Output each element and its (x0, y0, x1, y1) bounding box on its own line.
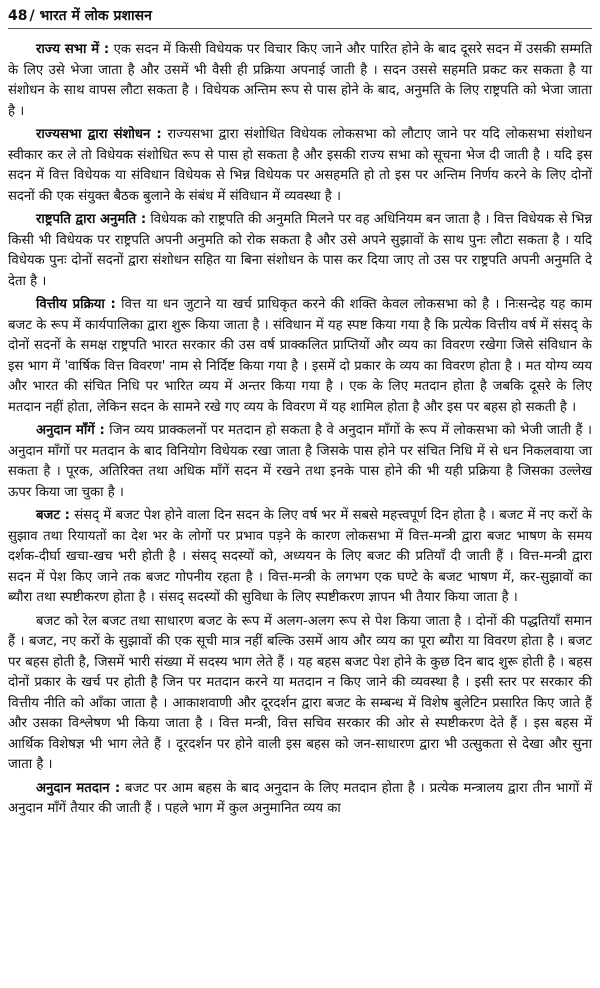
paragraph-text: संसद् में बजट पेश होने वाला दिन सदन के लिए वर्ष भर में सबसे महत्त्वपूर्ण दिन होता है । बजट में नए करों के सुझाव तथा रियायतों का देश भर के लोगों पर प्रभाव पड़ने के कारण लोकसभा में वित्त-मन्त्री द्वारा बजट भाषण के समय दर्शक-दीर्घा खचा-खच भरी होती है । संसद् सदस्यों को, अध्ययन के लिए बजट की प्रतियाँ दी जाती हैं । वित्त-मन्त्री द्वारा सदन में पेश किए जाने तक बजट गोपनीय रहता है । वित्त-मन्त्री के लगभग एक घण्टे के बजट भाषण में, कर-सुझावों का ब्यौरा तथा स्पष्टीकरण होता है । संसद् सदस्यों की सुविधा के लिए स्पष्टीकरण ज्ञापन भी तैयार किया जाता है । (8, 508, 592, 605)
paragraph-budget-continued (8, 612, 592, 776)
paragraph-financial-procedure (8, 295, 592, 418)
paragraph-text: विधेयक को राष्ट्रपति की अनुमति मिलने पर वह अधिनियम बन जाता है । वित्त विधेयक से भिन्न किसी भी विधेयक पर राष्ट्रपति अपनी अनुमति को रोक सकता है और उसे अपने सुझावों के साथ पुनः लौटा सकता है । यदि विधेयक पुनः दोनों सदनों द्वारा संशोधन सहित या बिना संशोधन के पास कर दिया जाए तो उस पर राष्ट्रपति अपनी अनुमति दे देता है । (8, 212, 592, 289)
paragraph-text: राज्यसभा द्वारा संशोधित विधेयक लोकसभा को लौटाए जाने पर यदि लोकसभा संशोधन स्वीकार कर ले तो विधेयक संशोधित रूप से पास हो सकता है और इसकी राज्य सभा को सूचना भेज दी जाती है । यदि इस सदन में वित्त विधेयक या संविधान विधेयक से भिन्न विधेयक पर असहमति हो तो इस पर अन्तिम निर्णय करने के लिए दोनों सदनों की एक संयुक्त बैठक बुलाने के संबंध में संविधान में व्यवस्था है । (8, 127, 592, 204)
page-header (8, 6, 152, 25)
paragraph-term: राष्ट्रपति द्वारा अनुमति : (36, 212, 147, 227)
paragraph-text: जिन व्यय प्राक्कलनों पर मतदान हो सकता है वे अनुदान माँगों के रूप में लोकसभा को भेजी जाती हैं । अनुदान माँगों पर मतदान के बाद विनियोग विधेयक रखा जाता है जिसके पास होने पर संचित निधि में से धन निकलवाया जा सकता है । पूरक, अतिरिक्त तथा अधिक माँगें सदन में रखने तथा इनके पास होने की भी यही प्रक्रिया है जिसका उल्लेख ऊपर किया जा चुका है । (8, 423, 592, 500)
header-separator: / (29, 8, 35, 24)
paragraph-term: बजट : (36, 508, 70, 523)
header-rule (8, 28, 592, 29)
paragraph-text: एक सदन में किसी विधेयक पर विचार किए जाने और पारित होने के बाद दूसरे सदन में उसकी सम्मति के लिए उसे भेजा जाता है और उसमें भी वैसी ही प्रक्रिया अपनाई जाती है । सदन उससे सहमति प्रकट कर सकता है या संशोधन के साथ वापस लौटा सकता है । विधेयक अन्तिम रूप से पास होने के बाद, अनुमति के लिए राष्ट्रपति को भेजा जाता है । (8, 42, 592, 119)
paragraph-text: बजट को रेल बजट तथा साधारण बजट के रूप में अलग-अलग रूप से पेश किया जाता है । दोनों की पद्धतियाँ समान हैं । बजट, नए करों के सुझावों की एक सूची मात्र नहीं बल्कि उसमें आय और व्यय का पूरा ब्यौरा या विवरण होता है । बजट पर बहस होती है, जिसमें भारी संख्या में सदस्य भाग लेते हैं । यह बहस बजट पेश होने के कुछ दिन बाद शुरू होती है । बहस दोनों प्रकार के खर्च पर होती है जिन पर मतदान करने या मतदान न किए जाने की व्यवस्था है । इसी स्तर पर सरकार की वित्तीय नीति को आँका जाता है । आकाशवाणी और दूरदर्शन द्वारा बजट के सम्बन्ध में विशेष बुलेटिन प्रसारित किए जाते हैं और उसका विश्लेषण भी किया जाता है । वित्त मन्त्री, वित्त सचिव सरकार की ओर से स्पष्टीकरण देते हैं । इस बहस में आर्थिक विशेषज्ञ भी भाग लेते हैं । दूरदर्शन पर होने वाली इस बहस को जन-साधारण द्वारा भी उत्सुकता से देखा और सुना जाता है । (8, 613, 592, 772)
body-text (8, 40, 592, 823)
book-title: भारत में लोक प्रशासन (39, 8, 152, 24)
page-number: 48 (8, 8, 28, 24)
paragraph-term: अनुदान मतदान : (36, 780, 121, 796)
paragraph-grant-voting (8, 779, 592, 820)
paragraph-term: वित्तीय प्रक्रिया : (36, 297, 116, 312)
paragraph-rajyasabha-amendment (8, 125, 592, 207)
paragraph-text: वित्त या धन जुटाने या खर्च प्राधिकृत करने की शक्ति केवल लोकसभा को है । निःसन्देह यह काम बजट के रूप में कार्यपालिका द्वारा शुरू किया जाता है । संविधान में यह स्पष्ट किया गया है कि प्रत्येक वित्तीय वर्ष में संसद् के दोनों सदनों के समक्ष राष्ट्रपति भारत सरकार की उस वर्ष प्राक्कलित प्राप्तियों और व्यय का विवरण रखेगा जिसे संविधान के इस भाग में 'वार्षिक वित्त विवरण' नाम से निर्दिष्ट किया गया है । इसमें दो प्रकार के व्यय का विवरण होता है । मत योग्य व्यय और भारत की संचित निधि पर भारित व्यय में अन्तर किया गया है । एक के लिए मतदान होता है जबकि दूसरे के लिए मतदान नहीं होता, लेकिन सदन के सामने रखे गए व्यय के विवरण में यह शामिल होता है और इस पर बहस हो सकती है । (8, 297, 592, 415)
paragraph-demand-grants (8, 421, 592, 503)
paragraph-rajya-sabha (8, 40, 592, 122)
paragraph-budget (8, 506, 592, 609)
paragraph-president-assent (8, 210, 592, 292)
paragraph-term: अनुदान माँगें : (36, 423, 105, 438)
paragraph-term: राज्य सभा में : (36, 42, 110, 57)
paragraph-term: राज्यसभा द्वारा संशोधन : (36, 127, 162, 142)
paragraph-text: बजट पर आम बहस के बाद अनुदान के लिए मतदान होता है । प्रत्येक मन्त्रालय द्वारा तीन भागों में अनुदान माँगें तैयार की जाती हैं । पहले भाग में कुल अनुमानित व्यय का (8, 780, 592, 816)
